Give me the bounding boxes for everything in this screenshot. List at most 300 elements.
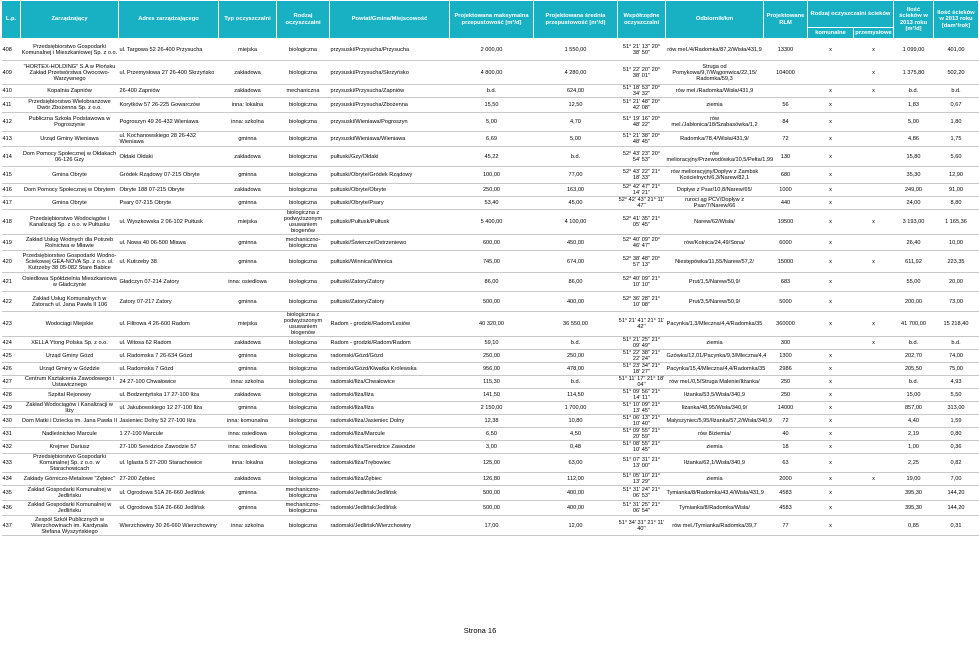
cell-odb: ruroci ąg PCV/Dopływ z Psar/7/Narew/66	[666, 197, 764, 210]
cell-il: 857,00	[894, 402, 934, 415]
cell-powiat: pułtuski/Świercze/Ostrzeniewo	[330, 235, 450, 251]
cell-powiat: radomski/Jedlińsk/Wierzchowiny	[330, 516, 450, 536]
cell-rodzaj: biologiczna	[277, 516, 330, 536]
cell-prz	[854, 273, 894, 292]
cell-ilr: 4,93	[934, 376, 979, 389]
cell-prz	[854, 441, 894, 454]
table-row	[2, 210, 979, 235]
cell-zarz: Zakład Usług Komunalnych w Zatorach ul. Jana Pawła II 106	[21, 292, 119, 312]
cell-adres: Jasieniec Dolny 52 27-100 Iłża	[119, 415, 219, 428]
cell-il: 26,40	[894, 235, 934, 251]
cell-sred: 400,00	[534, 292, 618, 312]
col-odbiornik: Odbiornik/km	[666, 1, 764, 39]
cell-lp: 414	[2, 147, 21, 167]
col-powiat: Powiat/Gmina/Miejscowość	[330, 1, 450, 39]
cell-rlm: 72	[764, 415, 808, 428]
cell-rlm	[764, 85, 808, 98]
cell-rodzaj: biologiczna	[277, 273, 330, 292]
cell-lp: 432	[2, 441, 21, 454]
col-ilosc2013r: Ilość ścieków w 2013 roku [dam³/rok]	[934, 1, 979, 39]
cell-ilr: 0,80	[934, 428, 979, 441]
cell-maks: 5 400,00	[450, 210, 534, 235]
cell-wsp: 51° 21' 25'' 21° 09' 49''	[618, 337, 666, 350]
cell-il: 15,00	[894, 389, 934, 402]
cell-adres: ul. Ogrodowa 51A 26-660 Jedlińsk	[119, 486, 219, 501]
cell-il: b.d.	[894, 337, 934, 350]
cell-typ: inna: szkolna	[219, 113, 277, 132]
cell-wsp: 51° 06' 13'' 21° 10' 40''	[618, 415, 666, 428]
cell-rlm: 72	[764, 132, 808, 147]
cell-prz	[854, 363, 894, 376]
cell-rlm: 4583	[764, 501, 808, 516]
cell-maks: 4 800,00	[450, 61, 534, 85]
cell-ilr: 1,75	[934, 132, 979, 147]
cell-maks: 15,50	[450, 98, 534, 113]
cell-ilr: b.d.	[934, 337, 979, 350]
cell-adres: Pogroszyn 49 26-432 Wieniawa	[119, 113, 219, 132]
table-row	[2, 184, 979, 197]
cell-ilr: 8,80	[934, 197, 979, 210]
cell-sred: 63,00	[534, 454, 618, 473]
cell-typ: gminna	[219, 235, 277, 251]
table-row	[2, 147, 979, 167]
cell-prz	[854, 113, 894, 132]
cell-lp: 425	[2, 350, 21, 363]
cell-ilr: 15 218,40	[934, 312, 979, 337]
cell-powiat: pułtuski/Obryte/Obryte	[330, 184, 450, 197]
cell-rodzaj: biologiczna	[277, 167, 330, 184]
cell-sred: 624,00	[534, 85, 618, 98]
cell-il: 202,70	[894, 350, 934, 363]
cell-adres: 26-400 Zapniów	[119, 85, 219, 98]
table-row	[2, 292, 979, 312]
col-zarzadzajacy: Zarządzający	[21, 1, 119, 39]
cell-wsp: 51° 08' 55'' 21° 10' 45''	[618, 441, 666, 454]
cell-zarz: Przedsiębiorstwo Wielobranżowe Dwór Zbożenna Sp. z o.o.	[21, 98, 119, 113]
cell-adres: Ołdaki Ołdaki	[119, 147, 219, 167]
cell-zarz: Zakład Usług Wodnych dla Potrzeb Rolnictwa w Mławie	[21, 235, 119, 251]
table-row	[2, 376, 979, 389]
col-komunalne: komunalne	[808, 28, 854, 39]
cell-rodzaj: biologiczna	[277, 389, 330, 402]
cell-prz: x	[854, 473, 894, 486]
cell-powiat: przysuski/Przysucha/Zbożenna	[330, 98, 450, 113]
cell-maks: 250,00	[450, 350, 534, 363]
cell-il: 249,00	[894, 184, 934, 197]
cell-rlm: 18	[764, 441, 808, 454]
cell-kom: x	[808, 197, 854, 210]
cell-odb: Narew/62/Wisła/	[666, 210, 764, 235]
cell-typ: zakładowa	[219, 61, 277, 85]
cell-maks: b.d.	[450, 85, 534, 98]
cell-powiat: pułtuski/Obryte/Gródek Rządowy	[330, 167, 450, 184]
cell-kom: x	[808, 147, 854, 167]
table-row	[2, 441, 979, 454]
cell-adres: ul. Jakubowskiego 12 27-100 Iłża	[119, 402, 219, 415]
cell-powiat: Radom - grodzki/Radom/Lesiów	[330, 312, 450, 337]
cell-ilr: 10,00	[934, 235, 979, 251]
cell-zarz: Urząd Gminy Gózd	[21, 350, 119, 363]
cell-maks: 2 150,00	[450, 402, 534, 415]
cell-maks: 59,10	[450, 337, 534, 350]
table-row	[2, 516, 979, 536]
cell-il: 2,19	[894, 428, 934, 441]
table-row	[2, 235, 979, 251]
cell-maks: 125,00	[450, 454, 534, 473]
cell-il: 19,00	[894, 473, 934, 486]
col-typ: Typ oczyszczalni	[219, 1, 277, 39]
cell-wsp: 51° 34' 31'' 21° 11' 40''	[618, 516, 666, 536]
cell-zarz: Osiedlowa Spółdzielnia Mieszkaniowa w Gładczynie	[21, 273, 119, 292]
table-row	[2, 350, 979, 363]
cell-sred: 250,00	[534, 350, 618, 363]
col-adres: Adres zarządzającego	[119, 1, 219, 39]
cell-powiat: radomski/Iłża/Marcule	[330, 428, 450, 441]
cell-powiat: radomski/Iłża/Zębiec	[330, 473, 450, 486]
cell-typ: zakładowa	[219, 85, 277, 98]
cell-odb: rów mel./Jabłonica/18/Szabasówka/1,2	[666, 113, 764, 132]
cell-maks: 956,00	[450, 363, 534, 376]
cell-prz: x	[854, 61, 894, 85]
cell-wsp: 52° 38' 48'' 20° 57' 13''	[618, 251, 666, 273]
cell-prz	[854, 98, 894, 113]
cell-rlm: 5000	[764, 292, 808, 312]
cell-powiat: przysuski/Przysucha/Przysucha	[330, 39, 450, 61]
cell-rodzaj: biologiczna	[277, 98, 330, 113]
cell-rodzaj: biologiczna	[277, 428, 330, 441]
table-row	[2, 473, 979, 486]
cell-lp: 413	[2, 132, 21, 147]
page-number: Strona 16	[463, 626, 497, 635]
cell-il: 2,25	[894, 454, 934, 473]
table-row	[2, 113, 979, 132]
cell-lp: 416	[2, 184, 21, 197]
cell-wsp: 52° 42' 43'' 21° 11' 47''	[618, 197, 665, 209]
cell-typ: gminna	[219, 251, 277, 273]
cell-zarz: Zakład Gospodarki Komunalnej w Jedlińsku	[21, 486, 119, 501]
cell-kom: x	[808, 454, 854, 473]
cell-prz: x	[854, 85, 894, 98]
cell-prz	[854, 292, 894, 312]
cell-zarz: Publiczna Szkoła Podstawowa w Pogroszynie	[21, 113, 119, 132]
cell-sred: 77,00	[534, 167, 618, 184]
cell-lp: 412	[2, 113, 21, 132]
col-maks: Projektowana maksymalna przepustowość [m³/d]	[450, 1, 534, 39]
cell-lp: 409	[2, 61, 21, 85]
cell-powiat: pułtuski/Pułtusk/Pułtusk	[330, 210, 450, 235]
cell-rlm: 250	[764, 376, 808, 389]
cell-lp: 418	[2, 210, 21, 235]
cell-wsp: 51° 19' 16'' 20° 48' 22''	[618, 113, 666, 132]
cell-wsp: 51° 31' 25'' 21° 06' 54''	[618, 501, 666, 516]
cell-adres: ul. Przemysłowa 27 26-400 Skrzyńsko	[119, 61, 219, 85]
cell-sred: b.d.	[534, 337, 618, 350]
cell-odb: rów/Kolnica/24,49/Sona/	[666, 235, 764, 251]
cell-kom: x	[808, 473, 854, 486]
cell-typ: miejska	[219, 39, 277, 61]
cell-kom	[808, 61, 854, 85]
cell-kom: x	[808, 415, 854, 428]
cell-kom: x	[808, 210, 854, 235]
cell-zarz: "HORTEX-HOLDING" S.A w Płońsku Zakład Przetwórstwa Owocowo-Warzywnego	[21, 61, 119, 85]
cell-ilr: 0,31	[934, 516, 979, 536]
cell-sred: 86,00	[534, 273, 618, 292]
cell-rlm: 4583	[764, 486, 808, 501]
cell-ilr: 73,00	[934, 292, 979, 312]
cell-powiat: radomski/Iłża/Iłża	[330, 402, 450, 415]
cell-maks: 53,40	[450, 197, 534, 210]
cell-powiat: pułtuski/Winnica/Winnica	[330, 251, 450, 273]
table-row	[2, 454, 979, 473]
col-wsp: Współrzędne oczyszczalni	[618, 1, 666, 39]
cell-il: b.d.	[894, 376, 934, 389]
cell-wsp: 51° 22' 38'' 21° 22' 24''	[618, 350, 666, 363]
cell-rodzaj: mechaniczno-biologiczna	[277, 486, 330, 501]
cell-odb: Iłżanka/48,95/Wisła/340,9/	[666, 402, 764, 415]
cell-typ: gminna	[219, 402, 277, 415]
cell-zarz: Przedsiębiorstwo Gospodarki Wodno-Ściekowej GEA-NOVA Sp. z o.o. ul. Kutrzeby 38 05-082 Stare Babice	[21, 251, 119, 273]
cell-sred: 45,00	[534, 197, 618, 210]
cell-powiat: pułtuski/Zatory/Zatory	[330, 273, 450, 292]
cell-prz	[854, 235, 894, 251]
cell-prz	[854, 516, 894, 536]
cell-maks: 45,22	[450, 147, 534, 167]
cell-sred: b.d.	[534, 147, 618, 167]
cell-odb: rów mel./Radomka/Wisła/431,9	[666, 85, 764, 98]
cell-typ: zakładowa	[219, 389, 277, 402]
cell-sred: 12,00	[534, 516, 618, 536]
cell-rlm: 2000	[764, 473, 808, 486]
cell-typ: inna: komunalna	[219, 415, 277, 428]
cell-ilr: 5,50	[934, 389, 979, 402]
cell-maks: 141,50	[450, 389, 534, 402]
cell-lp: 411	[2, 98, 21, 113]
cell-il: 15,80	[894, 147, 934, 167]
cell-zarz: XELLA Ytong Polska Sp. z o.o.	[21, 337, 119, 350]
cell-il: 1 375,80	[894, 61, 934, 85]
cell-odb: Pacynka/15,4/Mleczna/4,4/Radomka/35	[666, 363, 764, 376]
cell-rlm: 6000	[764, 235, 808, 251]
table-row	[2, 167, 979, 184]
cell-zarz: Dom Pomocy Społecznej w Obrytem	[21, 184, 119, 197]
cell-kom: x	[808, 85, 854, 98]
cell-rlm: 683	[764, 273, 808, 292]
cell-il: 611,92	[894, 251, 934, 273]
cell-wsp: 51° 05' 10'' 21° 13' 29''	[618, 473, 666, 486]
cell-typ: zakładowa	[219, 184, 277, 197]
table-row	[2, 389, 979, 402]
cell-maks: 500,00	[450, 501, 534, 516]
cell-maks: 500,00	[450, 486, 534, 501]
cell-zarz: Przedsiębiorstwo Gospodarki Komunalnej i Mieszkaniowej Sp. z o.o.	[21, 39, 119, 61]
cell-typ: inna: lokalna	[219, 454, 277, 473]
cell-odb: Iłżanka/53,5/Wisła/340,9	[666, 389, 764, 402]
cell-ilr: 0,36	[934, 441, 979, 454]
cell-sred: 4,70	[534, 113, 618, 132]
cell-zarz: Szpital Rejonowy	[21, 389, 119, 402]
cell-adres: ul. Radomska 7 Gózd	[119, 363, 219, 376]
cell-powiat: przysuski/Przysucha/Skrzyńsko	[330, 61, 450, 85]
cell-wsp: 52° 36' 28'' 21° 10' 08''	[618, 292, 666, 312]
cell-ilr: 223,35	[934, 251, 979, 273]
cell-wsp: 52° 40' 09'' 20° 46' 47''	[618, 235, 666, 251]
cell-typ: gminna	[219, 363, 277, 376]
cell-rodzaj: biologiczna	[277, 441, 330, 454]
cell-il: b.d.	[894, 85, 934, 98]
cell-rlm: 56	[764, 98, 808, 113]
cell-prz	[854, 454, 894, 473]
cell-rlm: 130	[764, 147, 808, 167]
cell-rodzaj: biologiczna	[277, 363, 330, 376]
table-row	[2, 132, 979, 147]
cell-typ: inna: szkolna	[219, 516, 277, 536]
cell-lp: 427	[2, 376, 21, 389]
cell-adres: Gródek Rządowy 07-215 Obryte	[119, 167, 219, 184]
cell-il: 395,30	[894, 501, 934, 516]
cell-sred: 400,00	[534, 486, 618, 501]
cell-typ: gminna	[219, 132, 277, 147]
cell-typ: inna: osiedlowa	[219, 428, 277, 441]
cell-rodzaj: biologiczna	[277, 454, 330, 473]
cell-sred: 114,50	[534, 389, 618, 402]
cell-wsp: 51° 09' 55'' 21° 20' 59''	[618, 428, 666, 441]
cell-rlm: 15000	[764, 251, 808, 273]
cell-rlm: 104000	[764, 61, 808, 85]
cell-adres: 27-100 Seredzice Zawodzie 57	[119, 441, 219, 454]
cell-lp: 419	[2, 235, 21, 251]
cell-wsp: 51° 07' 31'' 21° 13' 00''	[618, 454, 666, 473]
cell-ilr: 313,00	[934, 402, 979, 415]
cell-zarz: Gmina Obryte	[21, 167, 119, 184]
cell-wsp: 52° 41' 35'' 21° 05' 45''	[618, 210, 666, 235]
cell-kom: x	[808, 273, 854, 292]
cell-il: 4,86	[894, 132, 934, 147]
cell-prz	[854, 132, 894, 147]
cell-adres: 24 27-100 Chwałowice	[119, 376, 219, 389]
cell-sred: 36 550,00	[534, 312, 618, 337]
table-row	[2, 363, 979, 376]
cell-lp: 429	[2, 402, 21, 415]
cell-powiat: radomski/Iłża/Iłża	[330, 389, 450, 402]
cell-sred: 5,00	[534, 132, 618, 147]
cell-zarz: Wodociągi Miejskie	[21, 312, 119, 337]
cell-prz: x	[854, 251, 894, 273]
table-row	[2, 251, 979, 273]
cell-rlm: 440	[764, 197, 808, 210]
cell-kom: x	[808, 441, 854, 454]
cell-prz	[854, 167, 894, 184]
cell-ilr: 91,00	[934, 184, 979, 197]
cell-ilr: b.d.	[934, 85, 979, 98]
cell-rodzaj: biologiczna	[277, 61, 330, 85]
cell-lp: 437	[2, 516, 21, 536]
cell-rodzaj: biologiczna	[277, 251, 330, 273]
cell-il: 35,30	[894, 167, 934, 184]
cell-lp: 430	[2, 415, 21, 428]
cell-sred: 1 550,00	[534, 39, 618, 61]
cell-zarz: Urząd Gminy w Gózdzie	[21, 363, 119, 376]
col-rlm: Projektowane RLM	[764, 1, 808, 39]
cell-prz	[854, 402, 894, 415]
cell-kom: x	[808, 235, 854, 251]
cell-typ: gminna	[219, 486, 277, 501]
cell-odb: ziemia	[666, 473, 764, 486]
cell-wsp: 52° 40' 09'' 21° 10' 10''	[618, 273, 666, 292]
cell-rlm: 40	[764, 428, 808, 441]
cell-maks: 5,00	[450, 113, 534, 132]
cell-kom: x	[808, 516, 854, 536]
cell-zarz: Dom Matki i Dziecka im. Jana Pawła II	[21, 415, 119, 428]
cell-ilr: 0,67	[934, 98, 979, 113]
cell-maks: 115,30	[450, 376, 534, 389]
cell-lp: 423	[2, 312, 21, 337]
cell-odb: Dopływ z Psar/10,8/Narew/65/	[666, 184, 764, 197]
cell-powiat: radomski/Gózd/Kłwatka Królewska	[330, 363, 450, 376]
cell-wsp: 51° 21' 13'' 20° 38' 50''	[618, 39, 666, 61]
cell-kom: x	[808, 98, 854, 113]
table-row	[2, 312, 979, 337]
cell-lp: 424	[2, 337, 21, 350]
cell-rodzaj: biologiczna	[277, 147, 330, 167]
cell-wsp: 51° 18' 53'' 20° 34' 32''	[618, 85, 666, 98]
cell-powiat: radomski/Jedlińsk/Jedlińsk	[330, 501, 450, 516]
cell-rodzaj: biologiczna	[277, 473, 330, 486]
cell-wsp: 52° 43' 23'' 20° 54' 53''	[618, 147, 666, 167]
table-row	[2, 337, 979, 350]
cell-odb: Tymianka/8/Radomka/43,4/Wisła/431,9	[666, 486, 764, 501]
cell-ilr: 144,20	[934, 501, 979, 516]
cell-kom: x	[808, 350, 854, 363]
cell-adres: ul. Targowa 52 26-400 Przysucha	[119, 39, 219, 61]
cell-sred: 163,00	[534, 184, 618, 197]
cell-adres: ul. Nowa 40 06-500 Mława	[119, 235, 219, 251]
cell-zarz: Centrum Kształcenia Zawodowego i Ustawicznego	[21, 376, 119, 389]
cell-typ: gminna	[219, 292, 277, 312]
cell-sred: 478,00	[534, 363, 618, 376]
cell-prz	[854, 147, 894, 167]
cell-wsp: 51° 10' 09'' 21° 13' 45''	[618, 402, 666, 415]
cell-odb: rów melioracyjny/Dopływ z Zambsk Kościelnych/6,3/Narew/82,1	[666, 167, 764, 184]
cell-ilr: 1,59	[934, 415, 979, 428]
wastewater-table	[1, 0, 979, 536]
cell-wsp: 51° 11' 17'' 21° 18' 04''	[618, 376, 665, 388]
cell-prz	[854, 184, 894, 197]
cell-rodzaj: biologiczna	[277, 376, 330, 389]
cell-il: 200,00	[894, 292, 934, 312]
cell-adres: Obryte 188 07-215 Obryte	[119, 184, 219, 197]
table-row	[2, 273, 979, 292]
cell-typ: gminna	[219, 197, 277, 210]
cell-rodzaj: biologiczna	[277, 184, 330, 197]
cell-wsp: 51° 09' 56'' 21° 14' 11''	[618, 389, 666, 402]
cell-rlm: 84	[764, 113, 808, 132]
cell-adres: 1 27-100 Marcule	[119, 428, 219, 441]
cell-zarz: Zakłady Górniczo-Metalowe "Zębiec"	[21, 473, 119, 486]
cell-kom: x	[808, 113, 854, 132]
cell-odb: Prut/1,5/Narew/50,9/	[666, 273, 764, 292]
cell-adres: ul. Bodzentyńska 17 27-100 Iłża	[119, 389, 219, 402]
cell-adres: ul. Radomska 7 26-634 Gózd	[119, 350, 219, 363]
cell-rodzaj: mechaniczno-biologiczna	[277, 501, 330, 516]
col-lp: L.p.	[2, 1, 21, 39]
cell-sred: 112,00	[534, 473, 618, 486]
cell-sred: 10,80	[534, 415, 618, 428]
cell-ilr: 1 165,36	[934, 210, 979, 235]
col-rodzaj: Rodzaj oczyszczalni	[277, 1, 330, 39]
cell-powiat: Radom - grodzki/Radom/Radom	[330, 337, 450, 350]
cell-kom: x	[808, 389, 854, 402]
cell-lp: 420	[2, 251, 21, 273]
